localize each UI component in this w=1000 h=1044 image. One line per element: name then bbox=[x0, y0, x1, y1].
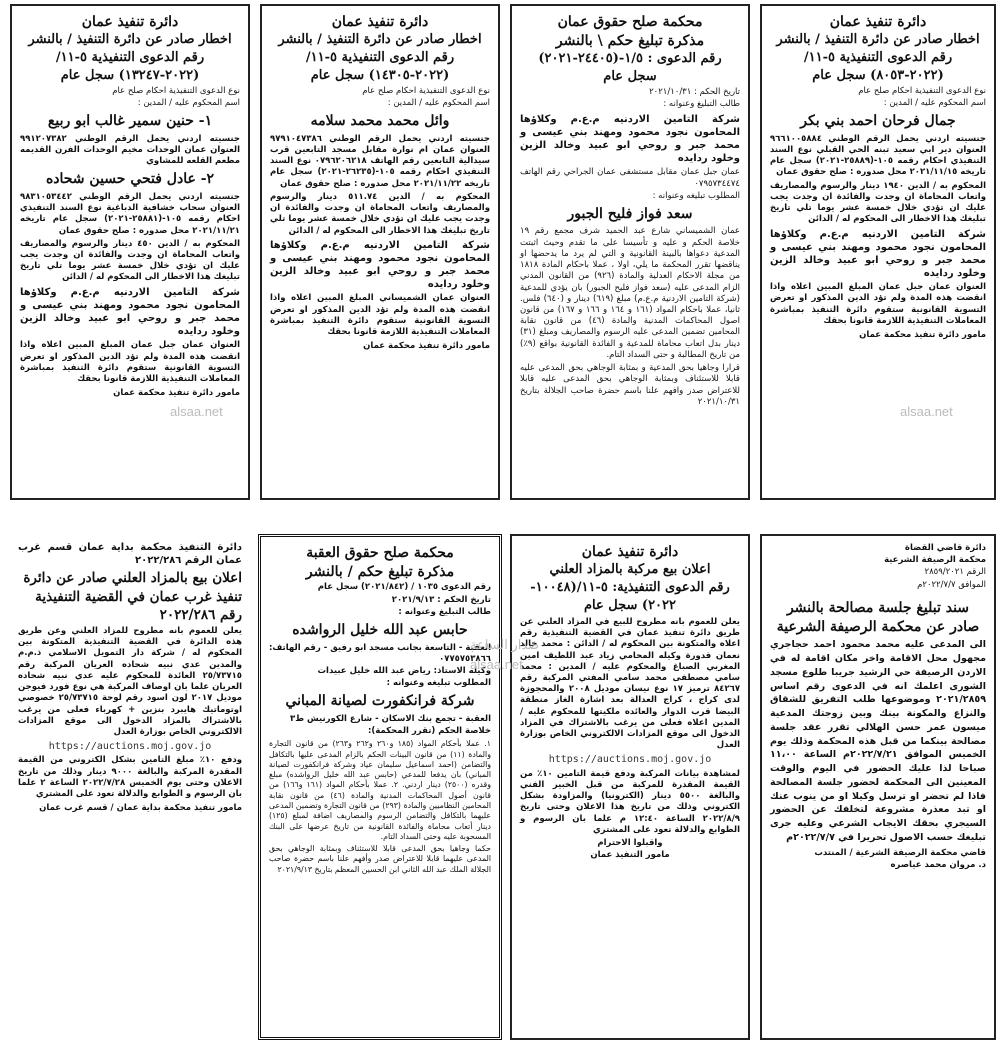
case-register: ٢٠٢٢) سجل عام bbox=[583, 597, 677, 613]
auction-body-1: يعلن للعموم بانه مطروح للمزاد العلني وعن طريق هذه الدائرة في القضية التنفيذية المتكونة بين المحكوم له / شركة دار التمويل الاسلامي ذ.م.م والمدين عدي نبيه شحاده العريان المركبة رقم ٢٥/٧٣٧١٥ العائدة للمحكوم عليه عدي نبيه شحاده العريان علما بان اوصاف المركبة هي نوع فورد فيوجن موديل ٢٠١٧ لون اسود رقم لوحة ٢٥/٧٣٧١٥ خصوصي اوتوماتيك هايبرد بنزين + كهرباء فعلى من يرغب بالاشتراك بالمزاد الدخول الى موقع المزادات الالكتروني الخاص بوزارة العدل bbox=[18, 626, 242, 737]
notice-sharia-reconciliation bbox=[760, 534, 996, 1040]
case-register: (٢٠٢٢-١٤٣٠٥) سجل عام bbox=[310, 67, 450, 83]
target-label: المطلوب تبليغه وعنوانه : bbox=[386, 678, 491, 689]
case-number: رقم الدعوى التنفيذية ٥-١١/ bbox=[305, 50, 455, 66]
case-type: نوع الدعوى التنفيذية احكام صلح عام bbox=[362, 85, 490, 96]
party-lawyer: وكيله الاستاذ: رياض عبد الله خليل عبيدات bbox=[317, 665, 491, 676]
judgment-closing: قرارا وجاهيا بحق المدعية و بمثابة الوجاهي بحق المدعى عليه قابلا للاستئناف وبمثابة الوجاهي بحق المدعى عليه قابلا للاعتراض صدر وافهم علنا باسم حضرة صاحب الجلالة بتاريخ ٢٠٢١/١٠/٣١ bbox=[520, 363, 740, 407]
notice-vehicle-auction-10048 bbox=[510, 534, 750, 1040]
notice-body: الى المدعى عليه محمد محمود احمد حجاجري مجهول محل الاقامة واخر مكان اقامة له في الاردن الرصيفة حي الرشيد جريبا طلوع مسجد الشورى اعلمك انه في الدعوى رقم اساس ٢٠٢١/٢٨٥٩ وموضوعها طلب التفريق للشقاق والنزاع والمكونة بينك وبين زوجتك المدعية ميسون عمر حسن الهلالي تقرر عقد جلسة مصالحة بينكما من قبل هذه المحكمة وذلك يوم الخميس الموافق ٢٠٢٢/٧/٢١م الساعة ١١،٠٠ صباحا لذا عليك الحضور في اليوم والوقت المعينين الى المحكمة لحضور جلسة المصالحة فاذا لم تحضر او ترسل وكيلا او من ينوب عنك او تبد معذرة مشروعة لتخلفك عن الحضور السيجري بحقك الايجاب الشرعي وعليه جرى تبليغك حسب الاصول تحريرا في ٢٠٢٢/٧/٧م bbox=[770, 639, 987, 843]
judgment-date: تاريخ الحكم : ٢٠٢١/١٠/٣١ bbox=[649, 87, 740, 98]
case-number: رقم الدعوى التنفيذية: ٥-١١/(١٠٠٤٨- bbox=[530, 580, 730, 596]
case-number: رقم الدعوى : ١/٥-(٢٤٤٠٥-٢٠٢١) bbox=[538, 51, 722, 67]
court-name: محكمة صلح حقوق عمان bbox=[557, 14, 703, 30]
signature: مامور تنفيذ محكمة بداية عمان / قسم غرب عمان bbox=[39, 803, 242, 814]
debtor-1-name: ١- حنين سمير غالب ابو ربيع bbox=[47, 113, 213, 130]
notice-dept: دائرة تنفيذ عمان bbox=[829, 14, 927, 30]
debtor-name: جمال فرحان احمد بني بكر bbox=[800, 113, 956, 130]
debtor-label: اسم المحكوم عليه / المدين : bbox=[883, 98, 986, 109]
notice-title: اخطار صادر عن دائرة التنفيذ / بالنشر bbox=[28, 32, 232, 48]
reference-number: الرقم ٢٨٥٩/٢٠٢١ bbox=[924, 567, 986, 578]
case-register: (٢٠٢٢-١٣٢٤٧) سجل عام bbox=[60, 67, 200, 83]
target-name: سعد فواز فليح الجبور bbox=[567, 206, 693, 222]
notice-title: مذكرة تبليغ حكم \ بالنشر bbox=[555, 33, 705, 50]
court-name: محكمة صلح حقوق العقبة bbox=[306, 545, 454, 561]
notice-execution-13247 bbox=[10, 4, 250, 500]
notice-execution-8053 bbox=[760, 4, 996, 500]
notice-dept: دائرة التنفيذ محكمة بداية عمان قسم غرب عمان الرقم ٢٠٢٢/٢٨٦ bbox=[18, 542, 242, 567]
notice-dept: دائرة تنفيذ عمان bbox=[581, 544, 679, 560]
auction-body-2: ودفع ١٠٪ مبلغ التامين بشكل الكتروني من القيمة المقدرة المركبة والبالغة ٩٠٠٠ دينار وذلك من تاريخ الاعلان وحتى يوم الخميس ٢٠٢٢/٧/٢٨ الساعة ٢ علما بان الرسوم و الطوابع والدلالة تعود على المشتري bbox=[18, 755, 242, 800]
case-number: رقم الدعوى ١٠٣٥ / (٢٠٢١/٨٤٢) سجل عام bbox=[317, 582, 491, 593]
summary-label: خلاصة الحكم (تقرر المحكمة): bbox=[367, 726, 491, 737]
judgment-body: عمان الشميساني شارع عبد الحميد شرف مجمع رقم ١٩ خلاصة الحكم و عليه و تأسيسا على ما تقدم وحيث اثبتت المدعية دعواها بالبينة القانونية و التي لم يرد ما يدحضها او يناقضها تقرر المحكمة ما يلي، اولا ، عملا باحكام المادة ١٨١٨ من مجلة الاحكام العدلية والمادة (٩٢٦) من القانون المدني الزام المدعى عليه (سعد فواز فليح الجبور) بان يؤدي للمدعية (شركة التامين الاردنية م.ع.م) مبلغ (٦١٩) دينار و (٦٤٠) فلس. ثانيا، عملا باحكام المواد (١٦١ و ١٦٤ و ١٦٦ و ١٦٧) من قانون اصول المحاكمات المدنية والمادة (٤٦) من قانون نقابة المحامين تضمين المدعى عليه الرسوم والمصاريف ومبلغ (٣١) دينار بدل اتعاب محاماة للمدعية و الفائدة القانونية بواقع (٩٪) من تاريخ المطالبة و حتى السداد التام. bbox=[520, 226, 740, 360]
party-label: طالب التبليغ وعنوانه : bbox=[398, 606, 491, 617]
auction-url[interactable]: https://auctions.moj.gov.jo bbox=[48, 741, 212, 753]
judgment-body: ١. عملا بأحكام المواد (١٨٥ و٢٦٠ و٢٦٢ و٢٦٣) من قانون التجارة والمادة (١١) من قانون البينات الحكم بالزام المدعى عليها بالتكافل والتضامن (احمد اسماعيل سليمان عياد وشركة فرانكفورت لصيانة المباني) بان يدفعا للمدعي (حابس عبد الله خليل الرواشده) مبلغ وقدره (٢٥٠٠) دينار اردني. ٢. عملا بأحكام المواد (١٦١ و١٦٦) من قانون أصول المحاكمات المدنية والمادة (٤٦) من قانون نقابة المحامين النظاميين والمادة (٢٩٣) من قانون التجارة وتضمين المدعى عليهما بالتكافل والتضامن الرسوم والمصاريف اضافة لمبلغ (١٢٥) دينار أتعاب محاماة والفائدة القانونية من تاريخ عرضها على البنك المسحوبة عليه وحتى السداد التام. bbox=[269, 739, 491, 841]
case-type: نوع الدعوى التنفيذية احكام صلح عام bbox=[112, 85, 240, 96]
notice-warning: العنوان عمان جبل عمان المبلغ المبين اعلاه واذا انقضت هذه المدة ولم تؤد الدين المذكور او تعرض التسوية القانونية ستقوم دائرة التنفيذ بمباشرة المعاملات التنفيذية اللازمة قانونا بحقك bbox=[20, 340, 240, 385]
debtor-2-name: ٢- عادل فتحي حسين شحاده bbox=[45, 171, 215, 188]
notice-warning: العنوان عمان جبل عمان المبلغ المبين اعلاه واذا انقضت هذه المدة ولم تؤد الدين المذكور او تعرض التسوية القانونية ستقوم دائرة التنفيذ بمباشرة المعاملات التنفيذية اللازمة قانونا بحقك bbox=[770, 282, 986, 326]
notice-title: اخطار صادر عن دائرة التنفيذ / بالنشر bbox=[278, 32, 482, 48]
notice-title-2: صادر عن محكمة الرصيفة الشرعية bbox=[776, 619, 980, 636]
judge-name: د. مروان محمد عياصره bbox=[890, 859, 986, 870]
debtor-2-details: جنسيته اردني يحمل الرقم الوطني ٩٨٣١٠٥٣٤٤٢ العنوان سحاب خشافية الدباغية نوع السند التنفيذي احكام رقمه ١٠٥-(٢٥٨٨١-٢٠٢١) سجل عام تاريخه ٢٠٢١/١١/٢١ محل صدوره : صلح حقوق عمان bbox=[20, 191, 241, 236]
party-label: طالب التبليغ وعنوانه : bbox=[663, 99, 740, 110]
debtor-name: وائل محمد محمد سلامه bbox=[310, 113, 450, 130]
regards: واقبلوا الاحترام bbox=[597, 837, 663, 848]
notice-title: اخطار صادر عن دائرة التنفيذ / بالنشر bbox=[776, 32, 980, 48]
notice-date: الموافق ٢٠٢٢/٧/٧م bbox=[917, 579, 986, 590]
signature: قاضي محكمة الرصيفة الشرعية / المنتدب bbox=[814, 847, 986, 858]
case-type: نوع الدعوى التنفيذية احكام صلح عام bbox=[858, 85, 986, 96]
notice-title: اعلان بيع مركبة بالمزاد العلني bbox=[549, 562, 711, 578]
notice-execution-14305 bbox=[260, 4, 500, 500]
judgment-date: تاريخ الحكم : ٢٠٢١/٩/١٣ bbox=[391, 594, 491, 605]
notice-dept: دائرة تنفيذ عمان bbox=[81, 14, 179, 30]
case-register: (٢٠٢٢-٨٠٥٣) سجل عام bbox=[812, 67, 944, 83]
party-address: عمان جبل عمان مقابل مستشفى عمان الجراحي رقم الهاتف ٠٧٩٥٧٣٤٤٧٤ bbox=[520, 167, 740, 189]
dept-1: دائرة قاضي القضاة bbox=[904, 543, 986, 553]
signature: مامور دائرة تنفيذ محكمة عمان bbox=[113, 388, 240, 399]
notice-title: اعلان بيع بالمزاد العلني صادر عن دائرة تنفيذ غرب عمان في القضية التنفيذية رقم ٢٠٢٢/٢٨٦ bbox=[23, 570, 242, 623]
creditor-name: شركة التامين الاردنيه م.ع.م وكلاؤها المحامون نجود محمود ومهند بني عيسى و محمد جبر و روحي ابو عبيد وخالد الزين وخلود ردايده bbox=[770, 228, 986, 280]
creditor-name: شركة التامين الاردنيه م.ع.م وكلاؤها المحامون نجود محمود ومهند بني عيسى و محمد جبر و روحي ابو عبيد وخالد الزين وخلود ردايده bbox=[270, 239, 490, 291]
requesting-party: حابس عبد الله خليل الرواشده bbox=[292, 622, 468, 639]
auction-body-2: لمشاهدة بيانات المركبة ودفع قيمة التامين ١٠٪ من القيمة المقدرة للمركبة من قبل الخبير الفني والبالغة ٥٥٠٠ دينار (الكترونيا) والمزاودة بشكل الكتروني وذلك من تاريخ هذا الاعلان وحتى تاريخ ٢٠٢٢/٨/٩ الساعة ١٢:٤٠ م علما بان الرسوم و الطوابع والدلالة تعود على المشتري bbox=[520, 768, 740, 835]
auction-url[interactable]: https://auctions.moj.gov.jo bbox=[548, 754, 712, 766]
signature: مامور دائرة تنفيذ محكمة عمان bbox=[859, 330, 986, 341]
judgment-closing: حكما وجاهيا بحق المدعى قابلا للاستئناف وبمثابة الوجاهي بحق المدعى عليهما قابلا للاعتراض صدر وأفهم علنا باسم حضرة صاحب الجلالة الملك عبد الله الثاني ابن الحسين المعظم بتاريخ ٢٠٢١/٩/١٣ bbox=[269, 844, 491, 874]
notice-judgment-24405 bbox=[510, 4, 750, 500]
target-address: العقبة - تجمع بنك الاسكان - شارع الكورنيش ط٣ bbox=[290, 713, 491, 724]
notice-title-1: سند تبليغ جلسة مصالحة بالنشر bbox=[786, 599, 970, 616]
judgment-details: المحكوم به / الدين ٥١١.٧٤ دينار والرسوم والمصاريف واتعاب المحاماة ان وجدت والفائدة ان وجدت يجب عليك ان تؤدي خلال خمسة عشر يوما تلي تاريخ تبليغك هذا الاخطار الى المحكوم له / الدائن bbox=[270, 191, 491, 236]
dept-2: محكمة الرصيفة الشرعية bbox=[884, 555, 986, 566]
target-label: المطلوب تبليغه وعنوانه : bbox=[652, 190, 740, 201]
debtor-label: اسم المحكوم عليه / المدين : bbox=[137, 98, 240, 109]
debtor-label: اسم المحكوم عليه / المدين : bbox=[387, 98, 490, 109]
auction-body-1: يعلن للعموم بانه مطروح للبيع في المزاد العلني عن طريق دائرة تنفيذ عمان في القضية التنفيذية رقم اعلاه والمتكونة بين المحكوم له / الدائن : محمد خالد نعمان قدورة وكيله المحامي زياد عبد اللطيف امين المغربي الصباغ والمحكوم عليه / المدين : محمد سامي مصطفى محمد سامي المفتي المركبة رقم ٨٤٢٦٧ ترميز ١٧ نوع نيسان موديل ٢٠٠٨ والمحجوزة لدى كراج ، كراج العدالة بعد اشارة الغاز منطقة البيضا قرب الدوار والعائده ملكيتها للمحكوم عليه / المدين اعلاه فعلى من يرغب بالاشتراك في المزاد الدخول الى موقع المزادات الالكتروني الخاص بوزارة العدل bbox=[520, 616, 741, 751]
notice-dept: دائرة تنفيذ عمان bbox=[331, 14, 429, 30]
judgment-details: المحكوم به / الدين ١٩٤٠ دينار والرسوم والمصاريف واتعاب المحاماة ان وجدت والفائدة ان وجدت يجب عليك ان تؤدي خلال خمسة عشر يوما تلي تاريخ تبليغك هذا الاخطار الى المحكوم له / الدائن bbox=[770, 180, 986, 225]
requesting-party: شركة التامين الاردنيه م.ع.م وكلاؤها المحامون نجود محمود ومهند بني عيسى و محمد جبر و روحي ابو عبيد وخالد الزين وخلود ردايده bbox=[520, 113, 740, 165]
notice-vehicle-auction-286 bbox=[10, 534, 250, 1040]
notice-judgment-aqaba bbox=[258, 534, 502, 1040]
notice-warning: العنوان عمان الشميساني المبلغ المبين اعلاه واذا انقضت هذه المدة ولم تؤد الدين المذكور او تعرض التسوية القانونية ستقوم دائرة التنفيذ بمباشرة المعاملات التنفيذية اللازمة قانونا بحقك bbox=[270, 293, 490, 338]
watermark: alsaa.net bbox=[170, 404, 223, 419]
party-address: العقبة - التاسعة بجانب مسجد ابو رفيق - رقم الهاتف: ٠٧٧٥٧٥٣٨٦٦ bbox=[269, 642, 491, 664]
watermark: alsaa.net bbox=[470, 657, 523, 672]
target-name: شركة فرانكفورت لصيانة المباني bbox=[285, 693, 475, 710]
case-number: رقم الدعوى التنفيذية ٥-١١/ bbox=[803, 50, 953, 66]
case-register: سجل عام bbox=[603, 69, 657, 85]
signature: مامور التنفيذ عمان bbox=[590, 850, 670, 861]
notice-title: مذكرة تبليغ حكم / بالنشر bbox=[305, 564, 455, 581]
debtor-1-details: جنسيته اردني يحمل الرقم الوطني ٩٩١٢٠٧٣٨٢ العنوان عمان الوحدات مخيم الوحدات الفرن القديمه مطعم القلعه للمشاوي bbox=[20, 133, 240, 167]
creditor-name: شركة التامين الاردنيه م.ع.م وكلاؤها المحامون نجود محمود ومهند بني عيسى و محمد جبر و روحي ابو عبيد وخالد الزين وخلود ردايده bbox=[20, 286, 240, 338]
debtor-details: جنسيته اردني يحمل الرقم الوطني ٩٦٦١٠٠٥٨٨٤ العنوان دير ابي سعيد تبنه الحي القبلي نوع السند التنفيذي احكام رقمه ١٠٥-(٢٥٨٨٩-٢٠٢١) سجل عام تاريخه ٢٠٢١/١١/١٥ محل صدوره : صلح حقوق عمان bbox=[770, 133, 986, 178]
signature: مامور دائرة تنفيذ محكمة عمان bbox=[363, 341, 490, 352]
judgment-details: المحكوم به / الدين ٤٥٠ دينار والرسوم والمصاريف واتعاب المحاماة ان وجدت والفائدة ان وجدت يجب عليك ان تؤدي خلال خمسة عشر يوما تلي تاريخ تبليغك هذا الاخطار الى المحكوم له / الدائن bbox=[20, 238, 240, 283]
watermark: صدار الساعة bbox=[470, 637, 540, 652]
case-number: رقم الدعوى التنفيذية ٥-١١/ bbox=[55, 50, 205, 66]
watermark: alsaa.net bbox=[900, 404, 953, 419]
debtor-details: جنسيته اردني يحمل الرقم الوطني ٩٧٩١٠٤٧٣٨٦ العنوان عمان ام نوارة مقابل مسجد التابعين قرب سيدالية التابعين رقم الهاتف ٠٧٩٦٢٠٦٢١٨ نوع السند التنفيذي احكام رقمه ١٠٥-(٢٦٢٣٥-٢٠٢١) سجل عام تاريخه ٢٠٢١/١١/٢٢ محل صدوره : صلح حقوق عمان bbox=[270, 133, 490, 189]
